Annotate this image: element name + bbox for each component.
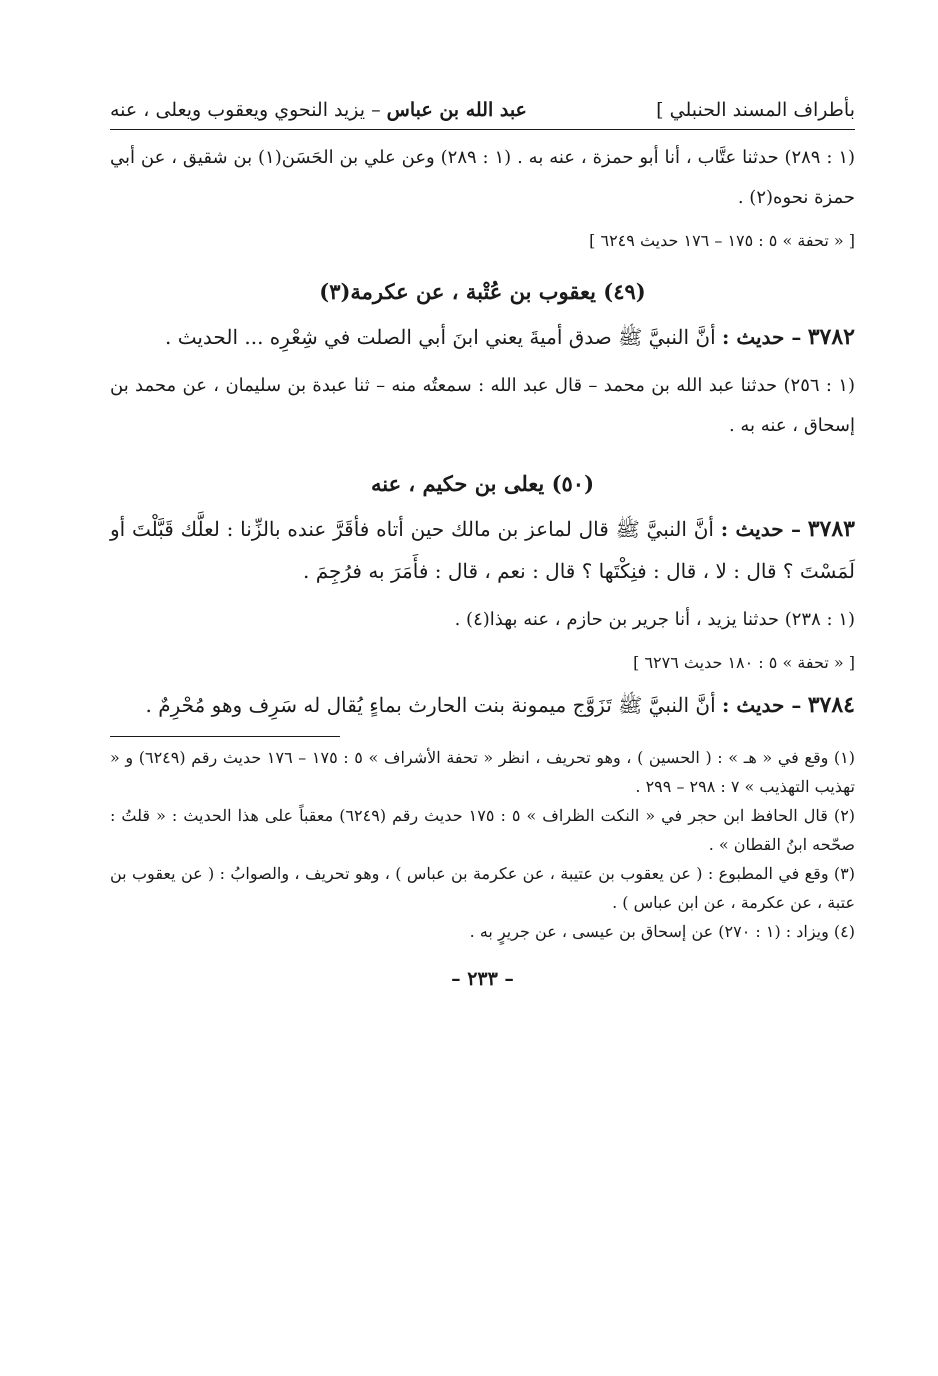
footnote-3: (٣) وقع في المطبوع : ( عن يعقوب بن عتيبة ، عن عكرمة بن عباس ) ، وهو تحريف ، والصوابُ : ( عن يعقوب بن عتبة ، عن عكرمة ، عن ابن عباس ) .: [110, 864, 855, 912]
hadith-3783: [110, 508, 855, 592]
hadith-3784: [110, 684, 855, 726]
reference-6276: [ « تحفة » ٥ : ١٨٠ حديث ٦٢٧٦ ]: [633, 653, 855, 672]
hadith-3782-keyword: – حديث :: [722, 325, 802, 349]
page-number: – ٢٣٣ –: [451, 968, 514, 990]
header-chapter-name: عبد الله بن عباس: [386, 99, 527, 121]
section-50-title: (٥٠) يعلى بن حكيم ، عنه: [370, 471, 595, 496]
section-49-title: (٤٩) يعقوب بن عُتْبة ، عن عكرمة(٣): [319, 279, 646, 304]
chain-238: (١ : ٢٣٨) حدثنا يزيد ، أنا جرير بن حازم ، عنه بهذا(٤) .: [454, 609, 855, 630]
hadith-3783-number: ٣٧٨٣: [807, 516, 855, 542]
chain-256: (١ : ٢٥٦) حدثنا عبد الله بن محمد – قال عبد الله : سمعتُه منه – ثنا عبدة بن سليمان ، عن محمد بن إسحاق ، عنه به .: [110, 375, 855, 436]
chain-289: (١ : ٢٨٩) حدثنا عتَّاب ، أنا أبو حمزة ، عنه به . (١ : ٢٨٩) وعن علي بن الحَسَن(١) بن شقيق ، عن أبي حمزة نحوه(٢) .: [110, 147, 856, 208]
footnote-2: (٢) قال الحافظ ابن حجر في « النكت الظراف » ٥ : ١٧٥ حديث رقم (٦٢٤٩) معقباً على هذا الحديث : « قلتُ : صحّحه ابنُ القطان » .: [110, 806, 856, 854]
document-page: [110, 95, 855, 990]
hadith-3784-number: ٣٧٨٤: [807, 692, 855, 718]
hadith-3782-text: أنَّ النبيَّ ﷺ صدق أميةَ يعني ابنَ أبي الصلت في شِعْرِه ... الحديث .: [165, 325, 722, 349]
hadith-3782: [110, 316, 855, 358]
footnote-1: (١) وقع في « هـ » : ( الحسين ) ، وهو تحريف ، انظر « تحفة الأشراف » ٥ : ١٧٥ – ١٧٦ حديث رقم (٦٢٤٩) و « تهذيب التهذيب » ٧ : ٢٩٨ – ٢٩٩ .: [110, 748, 856, 796]
header-chapter-title: [110, 95, 527, 125]
hadith-3783-text: أنَّ النبيَّ ﷺ قال لماعز بن مالك حين أتاه فأقَرَّ عنده بالزِّنا : لعلَّك قَبَّلْتَ أو لَمَسْتَ ؟ قال : لا ، قال : فنِكْتَها ؟ قال : نعم ، قال : فأَمَرَ به فرُجِمَ .: [110, 517, 855, 583]
hadith-3784-keyword: – حديث :: [722, 693, 802, 717]
header-chapter-rest: – يزيد النحوي ويعقوب ويعلى ، عنه: [110, 99, 387, 121]
footnote-4: (٤) ويزاد : (١ : ٢٧٠) عن إسحاق بن عيسى ، عن جريرٍ به .: [469, 922, 855, 941]
hadith-3783-keyword: – حديث :: [720, 517, 801, 541]
running-header: [110, 95, 855, 130]
hadith-3782-number: ٣٧٨٢: [807, 324, 855, 350]
header-book-title: بأطراف المسند الحنبلي ]: [656, 99, 855, 121]
footnote-separator: [110, 736, 340, 737]
reference-6249: [ « تحفة » ٥ : ١٧٥ – ١٧٦ حديث ٦٢٤٩ ]: [589, 231, 855, 250]
hadith-3784-text: أنَّ النبيَّ ﷺ تَزَوَّج ميمونة بنت الحارث بماءٍ يُقال له سَرِف وهو مُحْرِمٌ .: [145, 693, 722, 717]
